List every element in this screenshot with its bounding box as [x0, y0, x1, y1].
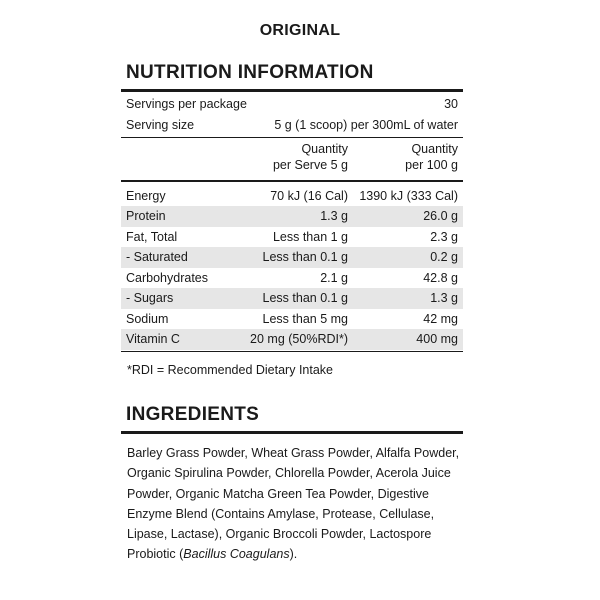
col-per-serve-line1: Quantity [301, 142, 348, 156]
nutrient-per-100: 1390 kJ (333 Cal) [359, 188, 458, 203]
col-per-100-line2: per 100 g [405, 158, 458, 172]
nutrient-name: Fat, Total [126, 229, 178, 244]
nutrition-table [121, 94, 463, 352]
nutrient-per-serve: Less than 1 g [272, 229, 348, 244]
nutrient-name: - Sugars [126, 291, 174, 306]
nutrient-per-100: 42.8 g [423, 270, 458, 285]
nutrient-per-serve: 1.3 g [320, 209, 348, 224]
nutrient-row-protein [121, 206, 463, 227]
servings-value: 30 [444, 97, 458, 112]
nutrient-per-serve: 2.1 g [320, 270, 348, 285]
ingredients-top-rule [121, 431, 463, 434]
serving-size-label: Serving size [126, 117, 195, 132]
servings-label: Servings per package [126, 97, 247, 112]
nutrient-per-100: 400 mg [416, 332, 458, 347]
ingredients-text [127, 443, 472, 565]
nutrient-row-sugars [121, 288, 463, 309]
nutrient-row-vitamin-c [121, 329, 463, 350]
nutrient-name: - Saturated [126, 250, 188, 265]
nutrient-row-energy [121, 186, 463, 207]
servings-row [121, 94, 463, 115]
rdi-footnote: *RDI = Recommended Dietary Intake [127, 363, 333, 377]
nutrient-name: Vitamin C [126, 332, 180, 347]
col-per-100-line1: Quantity [411, 142, 458, 156]
nutrient-per-serve: Less than 5 mg [262, 311, 348, 326]
ingredients-list: Barley Grass Powder, Wheat Grass Powder, Alfalfa Powder, Organic Spirulina Powder, Chlorella Powder, Acerola Juice Powder, Organic Matcha Green Tea Powder, Digestive Enzyme Blend (Contains Amylase, Protease, Cellulase, Lipase, Lactase), Organic Broccoli Powder, Lactospore Probiotic ( [127, 446, 460, 562]
col-per-serve-header [235, 141, 353, 173]
ingredients-heading: INGREDIENTS [126, 404, 260, 425]
nutrient-per-100: 0.2 g [430, 250, 458, 265]
ingredients-italic-species: Bacillus Coagulans [183, 547, 290, 562]
nutrient-name: Carbohydrates [126, 270, 208, 285]
nutrient-per-100: 1.3 g [430, 291, 458, 306]
nutrient-per-100: 26.0 g [423, 209, 458, 224]
nutrient-per-serve: 70 kJ (16 Cal) [270, 188, 348, 203]
serving-size-value: 5 g (1 scoop) per 300mL of water [274, 117, 458, 132]
nutrition-heading: NUTRITION INFORMATION [126, 62, 374, 83]
product-variant-title: ORIGINAL [259, 22, 341, 39]
nutrient-name: Sodium [126, 311, 169, 326]
column-header-row [121, 138, 463, 176]
serving-size-row [121, 115, 463, 136]
nutrient-name: Energy [126, 188, 166, 203]
nutrient-row-carbohydrates [121, 268, 463, 289]
nutrient-per-100: 2.3 g [430, 229, 458, 244]
nutrient-row-sodium [121, 309, 463, 330]
ingredients-end: ). [289, 547, 298, 562]
nutrient-name: Protein [126, 209, 166, 224]
nutrient-per-serve: Less than 0.1 g [262, 250, 348, 265]
nutrient-row-saturated [121, 247, 463, 268]
nutrient-per-serve: 20 mg (50%RDI*) [250, 332, 348, 347]
nutrition-top-rule [121, 89, 463, 92]
nutrient-per-100: 42 mg [423, 311, 458, 326]
col-per-serve-line2: per Serve 5 g [272, 158, 348, 172]
nutrient-per-serve: Less than 0.1 g [262, 291, 348, 306]
body-divider [121, 180, 463, 182]
col-per-100-header [353, 141, 463, 173]
table-bottom-rule [121, 351, 463, 353]
nutrient-row-fat-total [121, 227, 463, 248]
